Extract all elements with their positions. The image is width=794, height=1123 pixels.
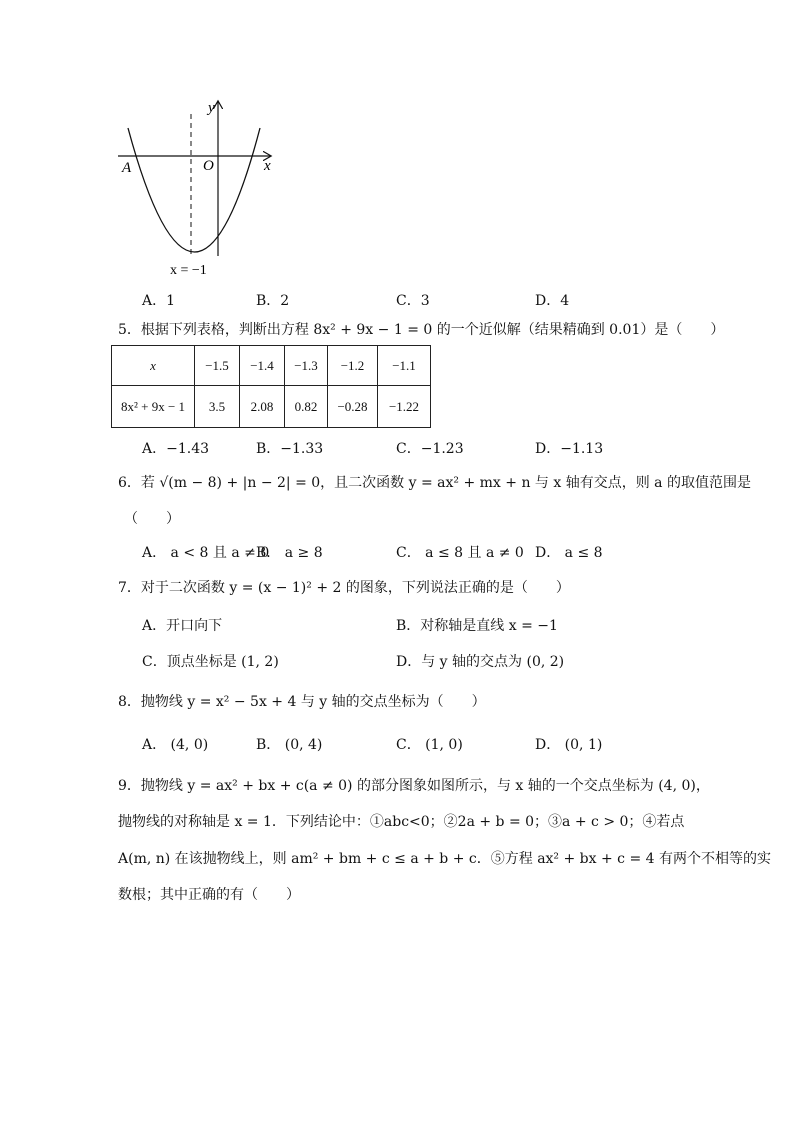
q7-option-c: C．顶点坐标是 (1, 2)	[142, 654, 279, 670]
table-head-x: x	[112, 346, 195, 386]
q8-option-c: C． (1, 0)	[396, 737, 463, 753]
q4-option-a: A．1	[142, 293, 176, 309]
table-cell: −1.2	[328, 346, 378, 386]
q6-option-b: B． a ≥ 8	[256, 545, 323, 561]
q6-option-c: C． a ≤ 8 且 a ≠ 0	[396, 545, 524, 561]
q7-option-a: A．开口向下	[142, 618, 223, 634]
q8-option-b: B． (0, 4)	[256, 737, 323, 753]
q5-value-table	[111, 345, 431, 428]
q6-option-d: D． a ≤ 8	[535, 545, 603, 561]
table-cell: −1.22	[378, 386, 431, 428]
q6-stem-paren: （ ）	[124, 511, 180, 527]
q7-stem: 7．对于二次函数 y = (x − 1)² + 2 的图象，下列说法正确的是（ ）	[118, 580, 570, 596]
table-cell: 2.08	[240, 386, 285, 428]
q8-stem: 8．抛物线 y = x² − 5x + 4 与 y 轴的交点坐标为（ ）	[118, 694, 486, 710]
q5-option-d: D．−1.13	[535, 441, 604, 457]
label-symmetry-axis: x = −1	[170, 263, 207, 278]
table-cell: −1.4	[240, 346, 285, 386]
q9-line-1: 9．抛物线 y = ax² + bx + c(a ≠ 0) 的部分图象如图所示，与 x 轴的一个交点坐标为 (4, 0)，	[118, 778, 710, 794]
q9-line-3: A(m, n) 在该抛物线上，则 am² + bm + c ≤ a + b + c．⑤方程 ax² + bx + c = 4 有两个不相等的实	[118, 851, 771, 867]
q7-option-b: B．对称轴是直线 x = −1	[396, 618, 558, 634]
table-head-fx: 8x² + 9x − 1	[112, 386, 195, 428]
q5-stem: 5．根据下列表格，判断出方程 8x² + 9x − 1 = 0 的一个近似解（结果精确到 0.01）是（ ）	[118, 322, 725, 338]
q8-option-a: A． (4, 0)	[142, 737, 209, 753]
q5-option-a: A．−1.43	[142, 441, 210, 457]
q4-option-c: C．3	[396, 293, 430, 309]
q4-option-b: B．2	[256, 293, 290, 309]
q9-line-4: 数根；其中正确的有（ ）	[118, 887, 300, 903]
parabola-graph	[110, 96, 285, 281]
label-origin: O	[203, 158, 214, 174]
table-cell: 3.5	[195, 386, 240, 428]
q8-option-d: D． (0, 1)	[535, 737, 603, 753]
table-cell: −1.5	[195, 346, 240, 386]
label-x: x	[264, 158, 271, 174]
q6-stem: 6．若 √(m − 8) + |n − 2| = 0，且二次函数 y = ax² + mx + n 与 x 轴有交点，则 a 的取值范围是	[118, 475, 751, 491]
parabola-curve	[128, 128, 260, 252]
label-point-a: A	[122, 160, 132, 176]
q9-line-2: 抛物线的对称轴是 x = 1．下列结论中：①abc<0；②2a + b = 0；③a + c > 0；④若点	[118, 814, 685, 830]
q5-option-c: C．−1.23	[396, 441, 464, 457]
table-cell: −1.1	[378, 346, 431, 386]
q4-option-d: D．4	[535, 293, 570, 309]
table-cell: −1.3	[285, 346, 328, 386]
q6-option-a: A． a < 8 且 a ≠ 0	[142, 545, 270, 561]
q5-option-b: B．−1.33	[256, 441, 324, 457]
table-cell: 0.82	[285, 386, 328, 428]
label-y: y	[208, 100, 215, 116]
q7-option-d: D．与 y 轴的交点为 (0, 2)	[396, 654, 565, 670]
table-cell: −0.28	[328, 386, 378, 428]
